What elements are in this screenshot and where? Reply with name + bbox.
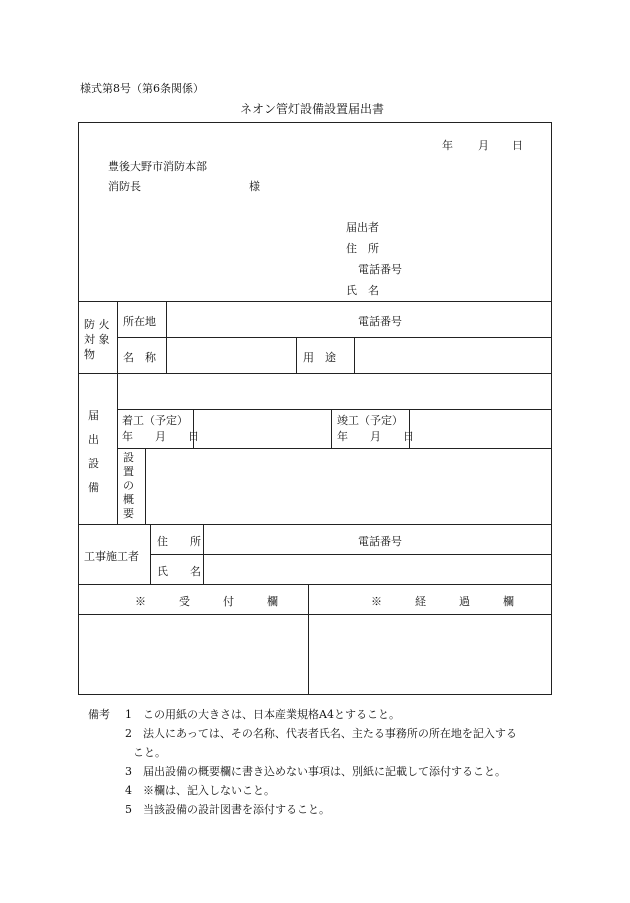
- equipment-section-label: 届 出 設 備: [88, 409, 99, 494]
- note-item: 2 法人にあっては、その名称、代表者氏名、主たる事務所の所在地を記入する: [125, 727, 517, 740]
- form-title: ネオン管灯設備設置届出書: [240, 102, 385, 116]
- finish-date-label: 竣工（予定） 年 月 日: [337, 414, 414, 443]
- contractor-name-label: 氏 名: [157, 565, 201, 578]
- applicant-label: 届出者: [346, 221, 379, 234]
- target-section-label: 防 火 対 象 物: [84, 318, 110, 361]
- date-day: 日: [512, 139, 523, 152]
- addressee-org: 豊後大野市消防本部: [108, 160, 207, 173]
- applicant-address-label: 住 所: [346, 242, 379, 255]
- addressee-chief: 消防長: [108, 180, 141, 193]
- date-month: 月: [478, 139, 489, 152]
- notes-label: 備考: [88, 708, 110, 721]
- target-phone-label: 電話番号: [358, 315, 402, 328]
- contractor-section-label: 工事施工者: [84, 550, 139, 563]
- date-year: 年: [442, 139, 453, 152]
- contractor-phone-label: 電話番号: [358, 535, 402, 548]
- overview-label: 設 置 の 概 要: [123, 451, 134, 520]
- applicant-phone-label: 電話番号: [358, 263, 402, 276]
- target-name-label: 名 称: [123, 351, 156, 364]
- note-item: 5 当該設備の設計図書を添付すること。: [125, 803, 330, 816]
- contractor-address-label: 住 所: [157, 535, 201, 548]
- start-date-label: 着工（予定） 年 月 日: [122, 414, 199, 443]
- note-item: 1 この用紙の大きさは、日本産業規格A4とすること。: [125, 708, 400, 721]
- target-location-label: 所在地: [123, 315, 156, 328]
- reception-column-label: ※ 受 付 欄: [135, 595, 278, 608]
- target-use-label: 用 途: [303, 351, 336, 364]
- addressee-honorific: 様: [249, 180, 260, 193]
- applicant-name-label: 氏 名: [346, 284, 379, 297]
- note-item: 3 届出設備の概要欄に書き込めない事項は、別紙に記載して添付すること。: [125, 765, 506, 778]
- note-item: 4 ※欄は、記入しないこと。: [125, 784, 275, 797]
- form-number: 様式第8号（第6条関係）: [80, 82, 204, 95]
- progress-column-label: ※ 経 過 欄: [371, 595, 514, 608]
- note-item: こと。: [133, 746, 166, 759]
